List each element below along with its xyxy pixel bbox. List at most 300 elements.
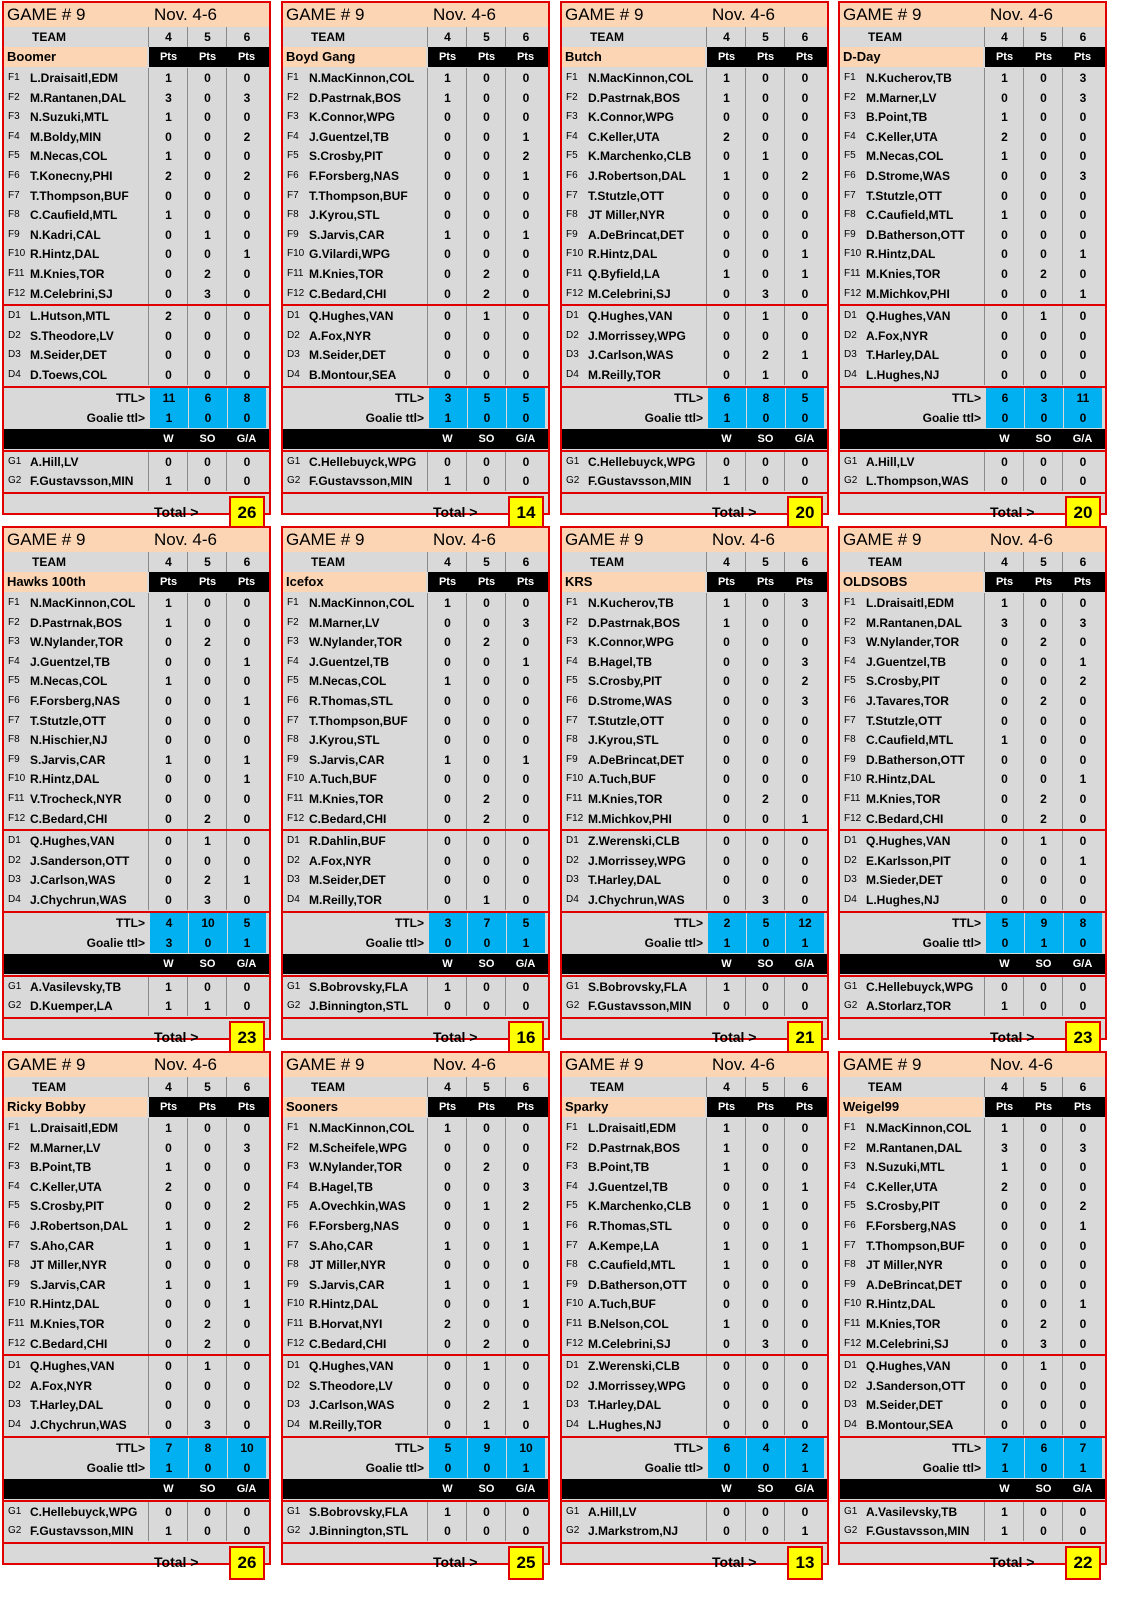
column-divider (187, 977, 188, 997)
column-divider (784, 205, 785, 225)
player-row (283, 711, 548, 731)
player-row (283, 1236, 548, 1256)
player-row (562, 1157, 827, 1177)
column-divider (784, 870, 785, 890)
column-divider (706, 1415, 707, 1435)
player-pts-col-3: 0 (243, 853, 251, 868)
column-divider (427, 890, 428, 910)
column-divider (187, 68, 188, 88)
player-pts-col-2: 0 (762, 713, 769, 728)
defense-row (4, 890, 269, 910)
column-divider (427, 711, 428, 731)
goalie-ttl-row (840, 933, 1105, 953)
defense-row (562, 851, 827, 871)
goalie-stat-col-2: 0 (1040, 454, 1047, 469)
player-pts-col-1: 2 (165, 309, 172, 324)
player-name: D.Toews,COL (30, 368, 108, 382)
game-dates: Nov. 4-6 (712, 5, 775, 24)
pts-label: Pts (477, 576, 496, 588)
column-divider (187, 1077, 188, 1097)
column-divider (984, 593, 985, 613)
position-slot: D4 (844, 369, 857, 380)
player-row (283, 652, 548, 672)
column-divider (187, 186, 188, 206)
goalie-stat-col-1: 1 (165, 999, 172, 1014)
player-pts-col-3: 0 (522, 1336, 530, 1351)
position-slot: F9 (287, 753, 299, 765)
position-slot: D2 (8, 854, 21, 866)
goalie-stat-col-3: 0 (243, 1524, 251, 1539)
player-name: J.Robertson,DAL (588, 169, 687, 183)
position-slot: F1 (844, 72, 856, 83)
player-row (283, 264, 548, 284)
column-divider (784, 345, 785, 365)
player-pts-col-3: 1 (243, 247, 251, 262)
player-row (840, 68, 1105, 88)
ttl-row (4, 388, 269, 408)
player-pts-col-3: 0 (243, 309, 251, 324)
position-slot: F11 (566, 1318, 583, 1329)
player-pts-col-3: 0 (243, 1179, 251, 1194)
column-divider (466, 996, 467, 1016)
player-row (4, 127, 269, 147)
player-name: A.DeBrincat,DET (866, 1277, 963, 1292)
player-pts-col-1: 1 (444, 90, 451, 105)
player-name: C.Caufield,MTL (30, 208, 118, 223)
player-pts-col-3: 0 (1079, 188, 1087, 203)
player-pts-col-1: 1 (1001, 71, 1008, 85)
player-pts-col-2: 0 (762, 90, 769, 105)
goalie-stat-col-2: 0 (1040, 1524, 1047, 1539)
player-pts-col-2: 0 (1040, 110, 1047, 125)
column-divider (1023, 284, 1024, 304)
player-name: N.Kucherov,TB (866, 71, 952, 85)
player-pts-col-2: 0 (483, 1277, 490, 1292)
player-pts-col-1: 2 (1001, 129, 1008, 144)
player-pts-col-1: 2 (165, 1179, 172, 1194)
column-divider (745, 691, 746, 711)
column-divider (187, 264, 188, 284)
player-row (4, 593, 269, 613)
column-divider (706, 1255, 707, 1275)
total-value: 21 (787, 1021, 823, 1055)
goalie-header (4, 429, 269, 449)
column-divider (784, 306, 785, 326)
team-header-row (4, 27, 269, 47)
column-divider (984, 284, 985, 304)
player-pts-col-2: 0 (483, 208, 490, 223)
column-divider (1062, 1415, 1063, 1435)
game-col-col-2: 5 (483, 30, 490, 44)
column-divider (466, 68, 467, 88)
column-divider (784, 613, 785, 633)
column-divider (226, 127, 227, 147)
player-pts-col-1: 0 (444, 772, 451, 787)
column-divider (745, 1177, 746, 1197)
position-slot: D2 (844, 329, 857, 341)
player-pts-col-1: 1 (444, 674, 451, 689)
player-name: J.Chychrun,WAS (588, 893, 685, 907)
player-pts-col-1: 0 (723, 286, 730, 301)
column-divider (745, 890, 746, 910)
player-pts-col-2: 0 (483, 596, 490, 610)
player-pts-col-3: 0 (801, 1398, 809, 1413)
column-divider (505, 264, 506, 284)
player-row (283, 1138, 548, 1158)
goalie-row (283, 471, 548, 491)
player-name: S.Jarvis,CAR (309, 1277, 385, 1292)
column-divider (706, 127, 707, 147)
position-slot: D1 (566, 310, 579, 322)
player-pts-col-3: 2 (243, 129, 251, 144)
player-row (4, 750, 269, 770)
position-slot: F3 (8, 1161, 20, 1173)
goalie-stat-col-3: 0 (243, 454, 251, 469)
player-pts-col-2: 0 (204, 1199, 211, 1214)
player-pts-col-3: 1 (243, 694, 251, 708)
player-pts-col-3: 0 (243, 1160, 251, 1175)
player-row (283, 127, 548, 147)
ttl-row-value: 3 (1025, 388, 1063, 408)
player-pts-col-1: 0 (1001, 674, 1008, 689)
goalie-col-label: SO (478, 1482, 495, 1495)
player-row (4, 632, 269, 652)
column-divider (745, 345, 746, 365)
column-divider (427, 127, 428, 147)
player-pts-col-1: 0 (165, 1398, 172, 1413)
goalie-header (283, 954, 548, 974)
goalie-col-label: W (999, 957, 1010, 970)
goalie-header (283, 429, 548, 449)
column-divider (745, 851, 746, 871)
player-pts-col-2: 0 (483, 694, 490, 708)
column-divider (1062, 452, 1063, 472)
player-name: J.Morrissey,WPG (588, 853, 686, 868)
player-pts-col-2: 0 (204, 90, 211, 105)
player-name: B.Hagel,TB (309, 1179, 374, 1194)
player-pts-col-3: 1 (1079, 772, 1087, 787)
player-pts-col-2: 0 (204, 1238, 211, 1253)
column-divider (148, 652, 149, 672)
player-name: C.Bedard,CHI (30, 1336, 108, 1351)
column-divider (466, 166, 467, 186)
player-name: S.Theodore,LV (309, 1378, 393, 1393)
player-pts-col-2: 2 (483, 1398, 490, 1413)
player-name: N.Suzuki,MTL (30, 110, 109, 125)
column-divider (784, 1077, 785, 1097)
column-divider (745, 632, 746, 652)
goalie-col-label: W (721, 432, 732, 445)
player-pts-col-2: 0 (762, 635, 769, 650)
column-divider (505, 205, 506, 225)
column-divider (505, 552, 506, 572)
position-slot: F10 (8, 248, 26, 260)
player-name: N.MacKinnon,COL (309, 596, 415, 610)
column-divider (1062, 365, 1063, 385)
column-divider (984, 1157, 985, 1177)
column-divider (466, 652, 467, 672)
goalie-stat-col-3: 0 (522, 474, 530, 489)
player-name: A.Fox,NYR (30, 1378, 93, 1393)
player-name: A.Tuch,BUF (588, 1297, 656, 1312)
goalie-col-label: SO (1035, 432, 1052, 445)
column-divider (226, 1216, 227, 1236)
team-header-row (840, 27, 1105, 47)
total-value: 26 (229, 496, 265, 530)
column-divider (1023, 1314, 1024, 1334)
player-row (562, 809, 827, 829)
column-divider (505, 613, 506, 633)
game-number: GAME # 9 (7, 5, 86, 24)
goalie-ttl-row-value: 0 (429, 933, 467, 953)
column-divider (148, 1376, 149, 1396)
player-name: S.Crosby,PIT (309, 149, 383, 164)
team-name: Hawks 100th (4, 572, 147, 592)
position-slot: F9 (8, 753, 20, 765)
player-row (562, 1334, 827, 1354)
player-pts-col-1: 0 (444, 267, 451, 281)
position-slot: D1 (8, 835, 21, 847)
player-row (4, 652, 269, 672)
column-divider (745, 1314, 746, 1334)
player-pts-col-1: 0 (723, 772, 730, 787)
player-name: M.Rantanen,DAL (866, 615, 962, 630)
column-divider (706, 205, 707, 225)
pts-label: Pts (1073, 51, 1092, 63)
player-row (283, 88, 548, 108)
column-divider (784, 730, 785, 750)
column-divider (984, 107, 985, 127)
column-divider (505, 107, 506, 127)
ttl-row-label: TTL> (395, 390, 424, 405)
column-divider (1023, 471, 1024, 491)
player-row (4, 107, 269, 127)
game-dates: Nov. 4-6 (990, 530, 1053, 549)
player-pts-col-2: 0 (1040, 1378, 1047, 1393)
player-pts-col-2: 0 (483, 188, 490, 203)
player-row (283, 593, 548, 613)
position-slot: F12 (8, 1337, 26, 1349)
goalie-col-label: SO (757, 957, 774, 970)
player-pts-col-1: 0 (444, 1219, 451, 1233)
player-pts-col-1: 0 (1001, 1336, 1008, 1351)
column-divider (784, 452, 785, 472)
position-slot: F9 (287, 228, 299, 240)
ttl-row-value: 6 (1025, 1438, 1063, 1458)
column-divider (706, 1502, 707, 1522)
player-pts-col-3: 0 (243, 1336, 251, 1351)
player-pts-col-1: 0 (1001, 227, 1008, 242)
team-label: TEAM (868, 30, 902, 44)
goalie-stat-col-2: 0 (762, 979, 769, 994)
defense-row (283, 851, 548, 871)
column-divider (226, 365, 227, 385)
player-pts-col-3: 1 (1079, 1219, 1087, 1233)
column-divider (745, 1138, 746, 1158)
column-divider (226, 1314, 227, 1334)
player-pts-col-1: 0 (723, 328, 730, 343)
player-name: F.Forsberg,NAS (309, 1219, 400, 1233)
player-row (562, 244, 827, 264)
column-divider (466, 244, 467, 264)
player-row (4, 1294, 269, 1314)
player-pts-col-1: 0 (444, 713, 451, 728)
column-divider (148, 1255, 149, 1275)
position-slot: F10 (844, 1298, 862, 1310)
total-value: 13 (787, 1546, 823, 1580)
goalie-header (840, 954, 1105, 974)
position-slot: D4 (566, 894, 579, 905)
column-divider (505, 146, 506, 166)
goalie-stat-col-2: 0 (483, 999, 490, 1014)
pts-header (707, 1097, 827, 1117)
team-label: TEAM (311, 555, 345, 569)
column-divider (148, 306, 149, 326)
player-pts-col-1: 1 (1001, 1121, 1008, 1135)
team-card (2, 526, 271, 1047)
position-slot: D1 (566, 835, 579, 847)
goalie-stat-col-3: 0 (243, 474, 251, 489)
column-divider (505, 127, 506, 147)
goalie-ttl-row-value: 1 (986, 1458, 1024, 1478)
column-divider (745, 1395, 746, 1415)
player-pts-col-1: 1 (444, 1277, 451, 1292)
player-pts-col-1: 0 (1001, 713, 1008, 728)
column-divider (187, 1521, 188, 1541)
column-divider (984, 711, 985, 731)
player-name: M.Knies,TOR (588, 792, 663, 806)
goalie-row (562, 1521, 827, 1541)
column-divider (427, 870, 428, 890)
player-pts-col-1: 0 (165, 834, 172, 849)
position-slot: F9 (8, 1278, 20, 1290)
column-divider (505, 851, 506, 871)
player-pts-col-3: 0 (801, 615, 809, 630)
column-divider (466, 471, 467, 491)
column-divider (1023, 205, 1024, 225)
player-pts-col-1: 0 (1001, 169, 1008, 183)
column-divider (148, 632, 149, 652)
defense-row (562, 831, 827, 851)
position-slot: D1 (566, 1360, 579, 1372)
position-slot: F3 (844, 111, 856, 123)
column-divider (427, 769, 428, 789)
team-card (2, 1, 271, 522)
player-row (562, 284, 827, 304)
column-divider (745, 1118, 746, 1138)
player-pts-col-3: 1 (522, 1219, 530, 1233)
column-divider (427, 284, 428, 304)
player-pts-col-3: 0 (801, 110, 809, 125)
player-name: J.Carlson,WAS (309, 1398, 395, 1413)
column-divider (466, 711, 467, 731)
game-col-col-3: 6 (801, 555, 809, 569)
player-name: R.Hintz,DAL (30, 772, 100, 787)
column-divider (1023, 593, 1024, 613)
player-row (4, 1177, 269, 1197)
player-pts-col-1: 0 (165, 694, 172, 708)
column-divider (784, 1314, 785, 1334)
player-row (562, 691, 827, 711)
goalie-ttl-row-value: 0 (747, 1458, 785, 1478)
ttl-row-value: 9 (1025, 913, 1063, 933)
column-divider (745, 264, 746, 284)
column-divider (466, 632, 467, 652)
position-slot: G1 (8, 980, 22, 992)
player-pts-col-3: 0 (801, 635, 809, 650)
player-row (840, 1118, 1105, 1138)
pts-header (149, 572, 269, 592)
column-divider (1062, 166, 1063, 186)
column-divider (466, 890, 467, 910)
player-pts-col-2: 2 (1040, 635, 1047, 650)
player-pts-col-1: 0 (723, 208, 730, 223)
game-col-col-3: 6 (522, 1080, 530, 1094)
ttl-row-value: 8 (189, 1438, 227, 1458)
player-pts-col-2: 0 (204, 348, 211, 363)
position-slot: F12 (566, 287, 584, 299)
player-name: M.Scheifele,WPG (309, 1140, 408, 1155)
position-slot: G1 (566, 980, 580, 992)
ttl-row-value: 8 (1064, 913, 1102, 933)
goalie-stat-col-1: 1 (1001, 1504, 1008, 1519)
column-divider (226, 809, 227, 829)
game-col-col-2: 5 (1040, 1080, 1047, 1094)
goalie-stat-col-2: 0 (1040, 474, 1047, 489)
player-name: S.Crosby,PIT (866, 674, 940, 689)
column-divider (226, 977, 227, 997)
player-pts-col-2: 0 (1040, 1297, 1047, 1312)
column-divider (706, 1216, 707, 1236)
column-divider (784, 789, 785, 809)
position-slot: F2 (566, 91, 578, 103)
player-name: M.Reilly,TOR (588, 368, 661, 382)
position-slot: F7 (287, 1239, 299, 1251)
player-pts-col-1: 0 (165, 873, 172, 888)
column-divider (984, 146, 985, 166)
game-col-col-3: 6 (522, 555, 530, 569)
position-slot: F6 (287, 1220, 299, 1231)
player-name: J.Kyrou,STL (588, 733, 659, 748)
column-divider (1062, 552, 1063, 572)
player-pts-col-1: 0 (444, 1336, 451, 1351)
column-divider (745, 711, 746, 731)
column-divider (1062, 1356, 1063, 1376)
goalie-stat-col-3: 0 (1079, 999, 1087, 1014)
column-divider (784, 127, 785, 147)
column-divider (466, 851, 467, 871)
column-divider (226, 769, 227, 789)
player-pts-col-1: 0 (165, 733, 172, 748)
position-slot: F1 (844, 1122, 856, 1133)
goalie-name: C.Hellebuyck,WPG (588, 454, 696, 469)
column-divider (187, 996, 188, 1016)
defense-row (283, 890, 548, 910)
pts-label: Pts (756, 576, 775, 588)
defense-row (283, 306, 548, 326)
column-divider (1023, 306, 1024, 326)
column-divider (148, 107, 149, 127)
column-divider (187, 789, 188, 809)
player-pts-col-2: 0 (762, 772, 769, 787)
position-slot: F10 (566, 773, 584, 785)
player-pts-col-2: 0 (762, 674, 769, 689)
player-name: M.Seider,DET (309, 873, 386, 888)
position-slot: G2 (566, 475, 580, 487)
player-pts-col-3: 1 (801, 1238, 809, 1253)
player-pts-col-3: 1 (801, 1179, 809, 1194)
player-pts-col-2: 0 (1040, 247, 1047, 262)
